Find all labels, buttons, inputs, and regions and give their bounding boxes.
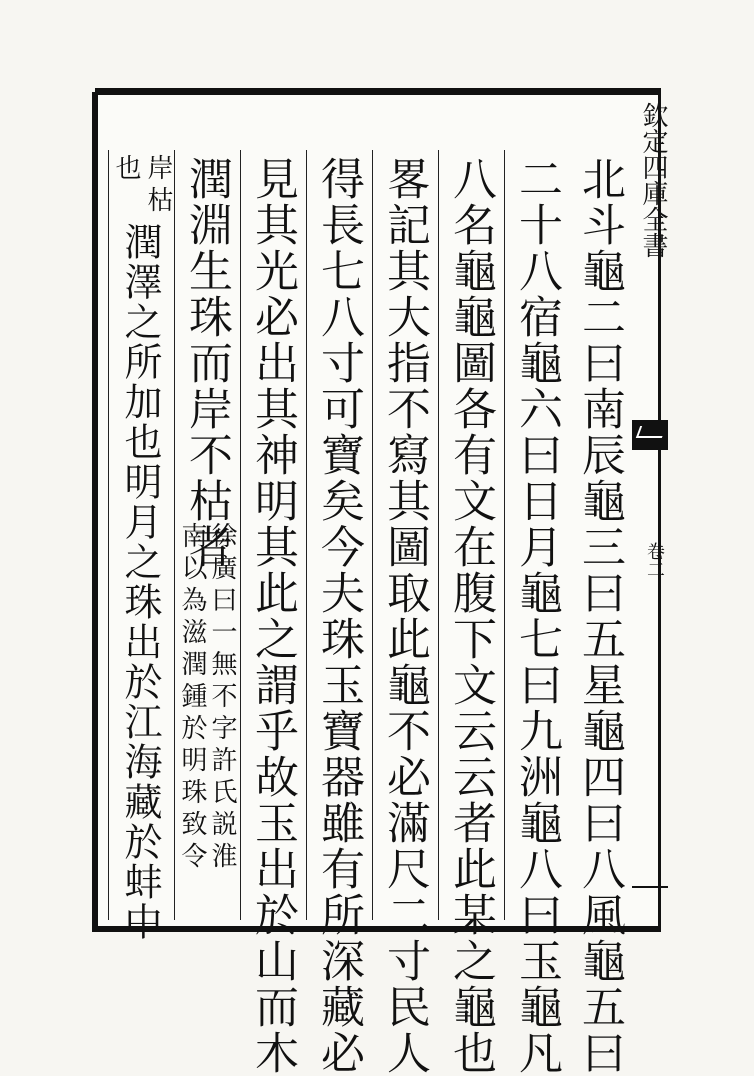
margin-rule [632,886,668,888]
text-column-2 [504,150,567,1076]
text-column-7 [174,150,237,920]
column-text: 八名龜龜圖各有文在腹下文云云者此某之龜也 [445,156,496,1076]
volume-label: 卷二 [644,542,665,578]
annotation-right: 岸枯 [143,154,173,218]
column-text: 北斗龜二曰南辰龜三曰五星龜四曰八風龜五曰 [574,156,625,1076]
column-text: 潤澤之所加也明月之珠出於江海藏於蚌中 [118,222,162,942]
column-text: 二十八宿龜六曰日月龜七曰九洲龜八曰玉龜凡 [511,156,562,1076]
column-text: 畧記其大指不寫其圖取此龜不必滿尺二寸民人 [379,156,430,1076]
annotation-right: 徐廣曰一無不字許氏説淮 [207,522,237,874]
left-rule [92,92,98,932]
book-title: 欽定四庫全書 [638,102,668,258]
column-text: 潤淵生珠而岸不枯者 [181,156,232,570]
top-rule [95,88,661,94]
text-column-5 [306,150,369,1076]
fish-tail-mark-icon [632,420,668,450]
column-text: 得長七八寸可寶矣今夫珠玉寶器雖有所深藏必 [313,156,364,1076]
text-column-6 [240,150,303,1076]
text-column-3 [438,150,501,1076]
text-column-4 [372,150,435,1076]
column-text: 見其光必出其神明其此之謂乎故玉出於山而木 [247,156,298,1076]
annotation-left: 也 [111,154,141,186]
text-column-8 [108,150,173,942]
margin-strip [630,96,670,926]
annotation-left: 南以為滋潤鍾於明珠致令 [177,522,207,874]
text-column-1 [568,150,630,1076]
